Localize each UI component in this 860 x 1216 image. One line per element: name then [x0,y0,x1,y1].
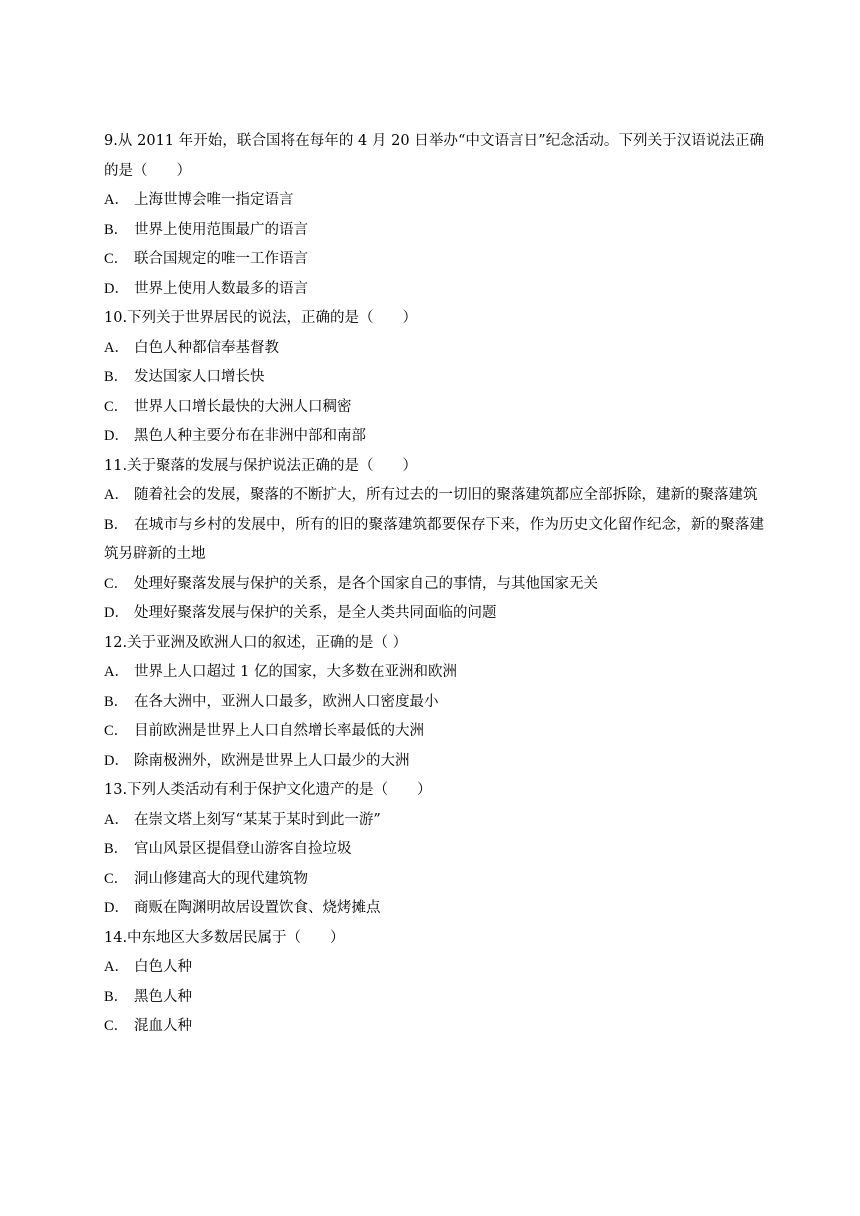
option-d [104,599,764,629]
option-b [104,511,764,570]
option-letter: C． [104,723,129,739]
option-letter: A． [104,339,129,356]
question-stem: 9.从 2011 年开始，联合国将在每年的 4 月 20 日举办“中文语言日”纪念活动。下列关于汉语说法正确的是（ ） [104,133,764,179]
option-text: 黑色人种 [134,988,192,1005]
option-letter: B． [104,693,129,710]
option-b [104,983,764,1013]
option-letter: D． [104,428,129,444]
option-text: 在城市与乡村的发展中，所有的旧的聚落建筑都要保存下来，作为历史文化留作纪念，新的聚落建筑另辟新的土地 [104,516,764,562]
option-c [104,717,764,747]
option-c [104,245,764,275]
option-text: 世界上使用人数最多的语言 [134,280,308,297]
option-c [104,570,764,600]
option-text: 官山风景区提倡登山游客自捡垃圾 [134,841,352,857]
option-text: 联合国规定的唯一工作语言 [134,251,308,267]
option-letter: A． [104,192,129,208]
option-a [104,334,764,364]
option-b [104,688,764,718]
option-letter: C． [104,870,129,887]
option-text: 世界人口增长最快的大洲人口稠密 [134,398,352,415]
option-letter: B． [104,221,129,238]
option-text: 白色人种都信奉基督教 [134,339,279,356]
option-letter: C． [104,1018,129,1034]
option-text: 上海世博会唯一指定语言 [134,192,294,208]
option-b [104,363,764,393]
option-text: 洞山修建高大的现代建筑物 [134,870,308,887]
option-letter: A． [104,811,129,828]
option-d [104,275,764,305]
question-stem: 12.关于亚洲及欧洲人口的叙述，正确的是（ ） [104,634,408,651]
option-text: 黑色人种主要分布在非洲中部和南部 [134,428,366,444]
option-letter: C． [104,251,129,267]
option-d [104,894,764,924]
question-12 [104,629,764,777]
option-letter: D． [104,900,129,916]
option-letter: B． [104,841,129,857]
option-c [104,393,764,423]
question-list [104,127,764,1042]
option-text: 处理好聚落发展与保护的关系，是全人类共同面临的问题 [134,605,497,621]
option-text: 世界上使用范围最广的语言 [134,221,308,238]
option-d [104,422,764,452]
question-14 [104,924,764,1042]
option-letter: B． [104,369,129,385]
option-b [104,216,764,246]
option-text: 除南极洲外，欧洲是世界上人口最少的大洲 [134,752,410,769]
question-stem: 14.中东地区大多数居民属于（ ） [104,929,345,946]
option-text: 随着社会的发展，聚落的不断扩大，所有过去的一切旧的聚落建筑都应全部拆除，建新的聚落建筑 [134,487,758,503]
option-text: 在各大洲中，亚洲人口最多，欧洲人口密度最小 [134,693,439,710]
option-letter: D． [104,752,129,769]
option-letter: B． [104,516,129,533]
question-stem: 11.关于聚落的发展与保护说法正确的是（ ） [104,457,418,474]
option-c [104,865,764,895]
option-text: 处理好聚落发展与保护的关系，是各个国家自己的事情，与其他国家无关 [134,575,598,592]
option-text: 发达国家人口增长快 [134,369,265,385]
option-a [104,658,764,688]
option-text: 世界上人口超过 1 亿的国家，大多数在亚洲和欧洲 [134,664,457,680]
question-stem: 10.下列关于世界居民的说法，正确的是（ ） [104,310,418,326]
option-text: 白色人种 [134,959,192,975]
option-letter: C． [104,398,129,415]
option-a [104,953,764,983]
option-letter: A． [104,664,129,680]
question-11 [104,452,764,629]
option-text: 商贩在陶渊明故居设置饮食、烧烤摊点 [134,900,381,916]
option-d [104,747,764,777]
option-a [104,481,764,511]
option-letter: D． [104,280,129,297]
option-c [104,1012,764,1042]
option-text: 混血人种 [134,1018,192,1034]
option-text: 在崇文塔上刻写“某某于某时到此一游” [134,811,381,828]
question-13 [104,776,764,924]
question-10 [104,304,764,452]
option-letter: A． [104,959,129,975]
option-text: 目前欧洲是世界上人口自然增长率最低的大洲 [134,723,424,739]
option-letter: D． [104,605,129,621]
option-a [104,186,764,216]
option-letter: B． [104,988,129,1005]
question-9 [104,127,764,304]
question-stem: 13.下列人类活动有利于保护文化遗产的是（ ） [104,782,432,798]
option-b [104,835,764,865]
option-letter: A． [104,487,129,503]
option-a [104,806,764,836]
option-letter: C． [104,575,129,592]
